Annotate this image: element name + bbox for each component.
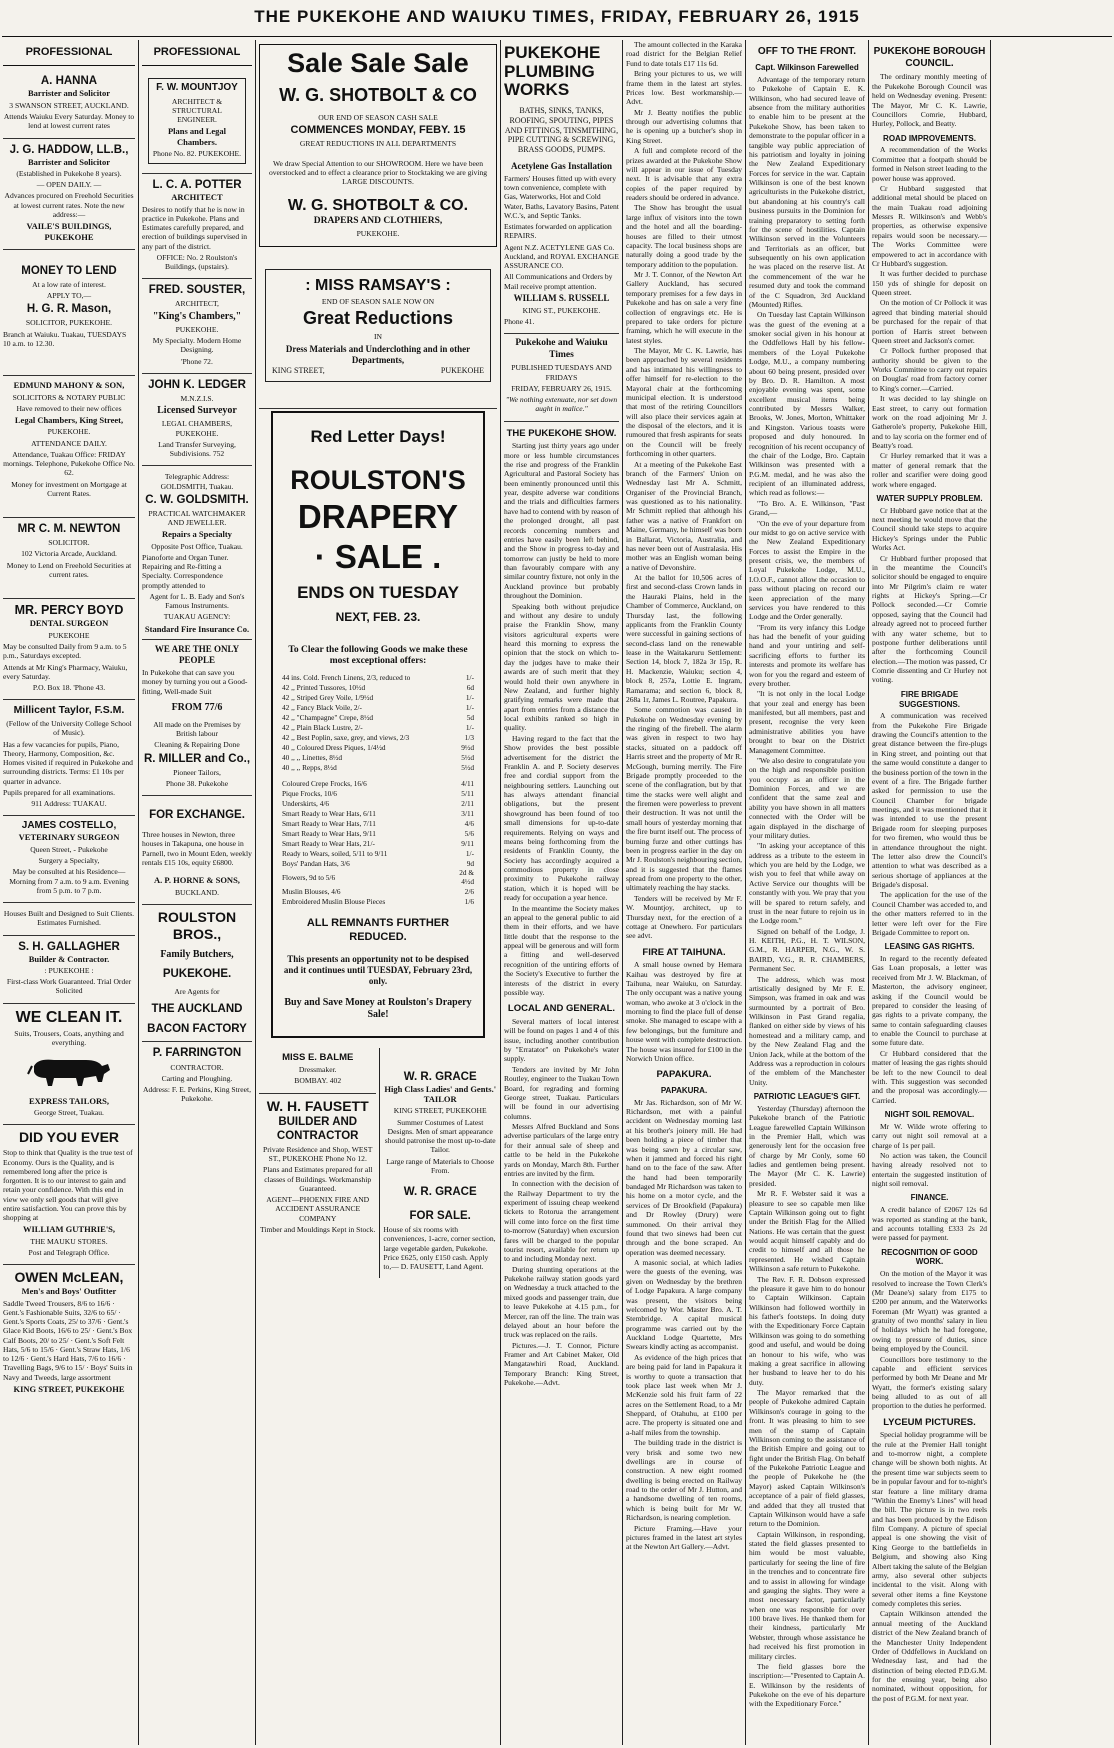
ad-souster: FRED. SOUSTER, ARCHITECT, "King's Chambers," PUKEKOHE. My Specialty. Modern Home Designing. 'Phone 72.	[142, 279, 252, 373]
paragraph: Several matters of local interest will be found on pages 1 and 4 of this issue, including another contribution by "Erratator" on Pukekohe's water supply.	[504, 1016, 619, 1064]
column-news	[623, 40, 745, 1745]
paragraph: Some commotion was caused in Pukekohe on Wednesday evening by the ringing of the firebell. The alarm was given in respect to two hay stacks, situated on a paddock off Harris street and the property of Mr R. McGough, burning merrily. The Fire Brigade promptly proceeded to the scene of the conflagration, but by that time the stacks were well alight and the firemen were powerless to prevent their destruction. It was not until the small hours of yesterday morning that the fire burnt itself out. The process of burning furze and other cuttings has been in progress earlier in the day on Mr J. Roulston's neighbouring section, and it is suggested that the flames spread from one property to the other, ultimately reaching the hay stacks.	[626, 705, 742, 893]
ad-miller: WE ARE THE ONLY PEOPLE In Pukekohe that can save you money by turning you out a Good-fitting, Well-made Suit FROM 77/6 All made on the Premises by British labour Cleaning & Repairing Done R. MILLER and Co., Pioneer Tailors, Phone 38. Pukekohe	[142, 640, 252, 796]
paragraph: "In asking your acceptance of this address as a tribute to the esteem in which you are held by the Lodge, we wish you to feel that while away on Active Service our thoughts will be constantly with you. We pray that you will be spared to return safely, and trust in the near future to rejoin us in the Lodge room."	[749, 841, 865, 926]
paragraph: Cr Pollock further proposed that authority should be given to the Works Committee to carry out repairs on Douglas' road from factory corner to King's corner.—Carried.	[872, 346, 987, 393]
ad-haddow: J. G. HADDOW, LL.B., Barrister and Solicitor (Established in Pukekohe 8 years). — OPEN DAILY. — Advances procured on Freehold Securities at lowest current rates. Note the new address:— VAILE'S BUILDINGS, PUKEKOHE	[3, 139, 135, 250]
paragraph: Cr Hurley remarked that it was a matter of general remark that the roller and scarifier were doing good work where engaged.	[872, 451, 987, 489]
paragraph: "We also desire to congratulate you on the high and responsible position you occupy as an officer in the Dominion Forces, and we are confident that the same zeal and ability you have shown in all matters connected with the Order will be again displayed in the discharge of your military duties.	[749, 755, 865, 840]
paragraph: Pictures.—J. T. Connor, Picture Framer and Art Cabinet Maker, Old Mangatawhiri Road, Auckland. Temporary Branch: King Street, Pukekohe.—Advt.	[504, 1340, 619, 1388]
price-item-price: 4/6	[464, 818, 474, 828]
price-row	[281, 829, 475, 839]
price-item-price: 4/11	[461, 779, 474, 789]
price-row	[281, 723, 475, 733]
price-row	[281, 714, 475, 724]
paragraph: Cr Hubbard suggested that additional metal should be placed on the main Tuakau road adjoining Messrs R. Wilkinson's and Webb's properties, as otherwise expensive repairs would soon be necessary.—The Works Committee were empowered to act in accordance with Cr Hubbard's suggestion.	[872, 183, 987, 268]
price-item-label: Flowers, 9d to 5/6	[282, 872, 336, 882]
price-row	[281, 810, 475, 820]
masthead-title: THE PUKEKOHE AND WAIUKU TIMES, FRIDAY, FEBRUARY 26, 1915	[254, 6, 860, 26]
article-body	[626, 1098, 742, 1552]
price-item-label: Smart Ready to Wear Hats, 9/11	[282, 828, 376, 838]
ad-hanna: A. HANNA Barrister and Solicitor 3 SWANSON STREET, AUCKLAND. Attends Waiuku Every Saturday. Money to lend at lowest current rates	[3, 70, 135, 138]
ad-fausett: W. H. FAUSETT BUILDER AND CONTRACTOR Private Residence and Shop, WEST ST., PUKEKOHE Phone No 12. Plans and Estimates prepared for all classes of Buildings. Workmanship Guaranteed. AGENT—PHOENIX FIRE AND ACCIDENT ASSURANCE COMPANY Timber and Mouldings Kept in Stock.	[260, 1097, 376, 1234]
price-item-price: 5/11	[461, 789, 474, 799]
article-body	[872, 1430, 987, 1703]
ads-bottom-row	[259, 1048, 497, 1279]
subheading: FIRE BRIGADE SUGGESTIONS.	[899, 689, 960, 709]
paragraph: The amount collected in the Karaka road district for the Belgian Relief Fund to date totals £17 11s 6d.	[626, 40, 742, 68]
paragraph: Advantage of the temporary return to Pukekohe of Captain E. K. Wilkinson, who had secured leave of absence from the military authorities to enable him to be present at the Pukekohe Show, has been taken to demonstrate to the popular officer in a tangible way public appreciation of his patriotism and loyalty in joining the New Zealand Expeditionary Forces for service in the war. Captain Wilkinson is one of the best known agriculturists in the Pukekohe district, but abandoning at his country's call business pursuits in the Dominion for training preparatory to setting forth for the scene of hostilities. Captain Wilkinson served in the Volunteers and Territorials as an officer, but subsequently on his own application he was placed on the reserve list. At the commencement of the war he resumed duty and took the command of the C Squadron, 3rd Auckland (Mounted) Rifles.	[749, 74, 865, 309]
paragraph: Cr Hubbard considered that the matter of leasing the gas rights should be left to the new Council to deal with. This suggestion was seconded and the proposal was accordingly.—Carried.	[872, 1048, 987, 1105]
price-row	[281, 869, 475, 888]
column-display-ads	[256, 40, 500, 1745]
column-professional-2	[139, 40, 255, 1745]
price-item-label: Embroidered Muslin Blouse Pieces	[282, 897, 386, 907]
price-item-label: Underskirts, 4/6	[282, 799, 330, 809]
masthead-rule	[2, 36, 1112, 37]
paragraph: "To Bro. A. E. Wilkinson, "Past Grand,—	[749, 498, 865, 518]
price-item-price: 2/6	[464, 887, 474, 897]
paragraph: The building trade in the district is very brisk and some two new dwellings are in course of construction. A new eight roomed dwelling is being erected on Railway road to the order of Mr J. Hutton, and a handsome dwelling of ten rooms, which is being built for Mr W. Richardson, is nearing completion.	[626, 1438, 742, 1523]
price-item-label: Muslin Blouses, 4/6	[282, 887, 341, 897]
article-off-to-front: OFF TO THE FRONT. Capt. Wilkinson Farewelled Advantage of the temporary return to Pukekohe of Captain E. K. Wilkinson, who had secured leave of absence from the military authorities to enable him to be present at the Pukekohe Show, has been taken to demonstrate to the popular officer in a tangible way public appreciation of his patriotism and loyalty in joining the New Zealand Expeditionary Forces for service in the war. Captain Wilkinson is one of the best known agriculturists in the Pukekohe district, but abandoning at his country's call business pursuits in the Dominion for training preparatory to setting forth for the scene of hostilities. Captain Wilkinson served in the Volunteers and Territorials as an officer, but subsequently on his own application he was placed on the reserve list. At the commencement of the war he resumed duty and took the command of the C Squadron, 3rd Auckland (Mounted) Rifles. On Tuesday last Captain Wilkinson was the guest of the evening at a smoker social given in his honour at the Oddfellows Hall by his fellow-members of the Loyal Pukekohe Lodge, M.U., a company numbering about 60 being present, presided over by Bro. D. R. Hamilton. A most enjoyable evening was spent, some excellent musical items being contributed by Messrs Walker, Brooks, W. Jones, Morton, Whittaker and Kingston. Various toasts were proposed and duly honoured. In recognition of his recent occupancy of the chair of the Lodge, Bro. Captain Wilkinson was presented with a P.G.M. medal, and he was also the recipient of an illuminated address, which read as follows:— "To Bro. A. E. Wilkinson, "Past Grand,— "On the eve of your departure from our midst to go on active service with the New Zealand Expeditionary Forces to assist the Empire in the present crisis, we, the members of Loyal Pukekohe Lodge, M.U., I.O.O.F., cannot allow the occasion to pass without placing on record our keen appreciation of the many services you have rendered to this Lodge and the Order generally. "From its very infancy this Lodge has had the benefit of your guiding hand and your untiring and self-sacrificing efforts to further its interests and promote its welfare has won for you the regard and esteem of every brother. "It is not only in the local Lodge that your zeal and energy has been manifested, but all members, past and present, recognise the very keen administrative abilities you have brought to bear on the District Management Committee. "We also desire to congratulate you on the high and responsible position you occupy as an officer in the Dominion Forces, and we are confident that the same zeal and ability you have shown in all matters connected with the Order will be again displayed in the discharge of your military duties. "In asking your acceptance of this address as a tribute to the esteem in which you are held by the Lodge, we wish you to feel that while away on Active Service our thoughts will be constantly with you. We pray that you will be spared to return safely, and trust in the near future to rejoin us in the Lodge room." Signed on behalf of the Lodge, J. H. KEITH, P.G., H. T. WILSON, G.M., R. HARPER, N.G., W. S. BAIRD, V.G., R. R. CHAMBERS, Permanent Sec. The address, which was most artistically designed by Mr F. E. Simpson, was framed in oak and was surmounted by a portrait of Bro. Wilkinson in Past Grand regalia, flanked on either side by views of his homestead and a military camp, and by the New Zealand Flag and the Union Jack, while at the bottom of the Address was a reproduction in colours of the emblem of the Manchester Unity. PATRIOTIC LEAGUE'S GIFT. Yesterday (Thursday) afternoon the Pukekohe branch of the Patriotic League farewelled Captain Wilkinson in the Premier Hall, which was generously lent for the occasion free of charge by Mr Conly, some 60 ladies and gentlemen being present. The Mayor (Mr C. K. Lawrie) presided. Mr R. F. Webster said it was a pleasure to see so capable men like Captain Wilkinson going out to fight under the British Flag for the Allied Nations. He was certain that the guest would acquit himself capably and do credit to himself and all those he represented. He wished Captain Wilkinson a safe return to Pukekohe. The Rev. F. R. Dobson expressed the pleasure it gave him to do honour to Captain Wilkinson. Captain Wilkinson had followed worthily in his father's footsteps. In doing duty with the Expeditionary Force Captain Wilkinson was going to do something good and useful, and would be doing an honour to his wife, who was making a great sacrifice in allowing her husband to leave her to do his duty. The Mayor remarked that the people of Pukekohe admired Captain Wilkinson's courage in going to the front. It was pleasing to him to see men of the stamp of Captain Wilkinson coming to the assistance of the British Empire and going out to fight under the British Flag. On behalf of the Pukekohe Patriotic League and the people of Pukekohe he (the Mayor) asked Captain Wilkinson's acceptance of a pair of field glasses, and added that they all trusted that Captain Wilkinson would have a safe return to the Dominion. Captain Wilkinson, in responding, stated the field glasses presented to him would be most valuable, particularly for seeing the line of fire in the trenches and to concentrate fire and to assist in allowing for windage and gauging the sights. They were a most necessary factor, particularly when one was responsible for over 100 brave lives. He thanked them for their kindness, particularly Mr Webster, through whose assistance he had received his first promotion in military circles. The field glasses bore the inscription:—"Presented to Captain A. E. Wilkinson by the residents of Pukekohe on the eve of his departure with the Expeditionary Force."	[749, 46, 865, 1709]
article-borough-council: PUKEKOHE BOROUGH COUNCIL. The ordinary monthly meeting of the Pukekohe Borough Council was held on Wednesday evening. Present: The Mayor, Mr C. K. Lawrie, Councillors Comrie, Hubbard, Hurley, Pollock, and Beatty. ROAD IMPROVEMENTS. A recommendation of the Works Committee that a footpath should be formed in Nelson street leading to the power house was approved. Cr Hubbard suggested that additional metal should be placed on the main Tuakau road adjoining Messrs R. Wilkinson's and Webb's properties, as otherwise expensive repairs would soon be necessary.—The Works Committee were empowered to act in accordance with Cr Hubbard's suggestion. It was further decided to purchase 150 yds of shingle for deposit on Queen street. On the motion of Cr Pollock it was agreed that binding material should be purchased for the repair of that portion of Harris street between Queen street and Jackson's corner. Cr Pollock further proposed that authority should be given to the Works Committee to carry out repairs on Douglas' road from factory corner to King's corner.—Carried. It was decided to lay shingle on East street, to carry out formation work on the road adjoining Mr J. Gatherole's property, Pukekohe Hill, and to lay scoria on the former end of Beatty's road. Cr Hurley remarked that it was a matter of general remark that the roller and scarifier were doing good work where engaged. WATER SUPPLY PROBLEM. Cr Hubbard gave notice that at the next meeting he would move that the Council should take steps to acquire Hickey's Springs under the Public Works Act. Cr Hubbard further proposed that in the meantime the Council's solicitor should be engaged to enquire into Mr Pilgrim's claim re water rights at Hickey's Spring.—Cr Pollock seconded.—Cr Comrie opposed, saying that the Council had already agreed not to proceed further with any water scheme, but to postpone further deliberations until after the forthcoming Council election.—The motion was passed, Cr Comrie dissenting and Cr Hurley not voting. FIRE BRIGADE SUGGESTIONS. A communication was received from the Pukekohe Fire Brigade drawing the Council's attention to the great distance between the fire-plugs in King street, and pointing out that the same would constitute a danger to the business portion of the town in the event of a fire. The Brigade further asked for permission to use the Council Chamber for brigade meetings, and it was mentioned that it was intended to use the present Brigade room for sleeping purposes for two firemen, who would thus be in attendance throughout the night. The letter also drew the Council's attention to what was described as a serious shortage of appliances at the Brigade's disposal. The application for the use of the Council Chamber was acceded to, and the other matters referred to in the letter were left over for the Fire Brigade Committee to report on. LEASING GAS RIGHTS. In regard to the recently defeated Gas Loan proposals, a letter was received from Mr J. W. Blackman, of Masterton, the advisory engineer, asking if the Council would be prepared to consider the leasing of gas rights to a private company, the same to contain safeguarding clauses to enable the Council to purchase at some future date. Cr Hubbard considered that the matter of leasing the gas rights should be left to the new Council to deal with. This suggestion was seconded and the proposal was accordingly.—Carried. NIGHT SOIL REMOVAL. Mr W. Wilde wrote offering to carry out night soil removal at a charge of 1s per pail. No action was taken, the Council having already resolved not to entertain the suggested institution of night soil removal. FINANCE. A credit balance of £2067 12s 6d was reported as standing at the bank, and accounts totalling £333 2s 2d were passed for payment. RECOGNITION OF GOOD WORK. On the motion of the Mayor it was resolved to increase the Town Clerk's (Mr Deane's) salary from £175 to £200 per annum, and the Waterworks Foreman (Mr Wyatt) was granted a gratuity of two months' salary in lieu of holidays which he had foregone, owing to pressure of duties, since being employed by the Council. Councillors bore testimony to the capable and efficient services performed by both Mr Deane and Mr Wyatt, the former's existing salary being alluded to as out of all proportion to the duties he performed. LYCEUM PICTURES. Special holiday programme will be the rule at the Premier Hall tonight and to-morrow night, a complete change will be shown both nights. At the present time war subjects seem to be in popular favour and for to-night's star feature a line military drama "Within the Enemy's Lines" will head the bill. The picture is in two reels and has been produced by the Edison film Company. A picture of special appeal is one showing the visit of King George to the battlefields in Belgium, and showing also King Albert taking the salute of the Belgian army, also several other subjects incidental to the visit. Along with several other items a fine Keystone comedy completes this series. Captain Wilkinson attended the annual meeting of the Auckland district of the New Zealand branch of the Manchester Unity Independent Order of Oddfellows in Auckland on Wednesday last, and had the distinction of being elected P.D.G.M. for the ensuing year, being also nominated, without opposition, for the post of P.G.M. for next year.	[872, 46, 987, 1703]
price-item-price: 5½d	[461, 762, 474, 772]
ad-farrington: P. FARRINGTON CONTRACTOR. Carting and Ploughing. Address: F. E. Perkins, King Street, Pukekohe.	[142, 1047, 252, 1104]
paragraph: A communication was received from the Pukekohe Fire Brigade drawing the Council's attention to the great distance between the fire-plugs in King street, and pointing out that the same would constitute a danger to the business portion of the town in the event of a fire. The Brigade further asked for permission to use the Council Chamber for brigade meetings, and it was mentioned that it was intended to use the present Brigade room for sleeping purposes for two firemen, who would thus be in attendance throughout the night. The letter also drew the Council's attention to what was described as a serious shortage of appliances at the Brigade's disposal.	[872, 711, 987, 889]
ad-houses: Houses Built and Designed to Suit Clients. Estimates Furnished.	[3, 903, 135, 936]
price-item-label: Boys' Pandan Hats, 3/6	[282, 858, 350, 868]
article-body	[749, 75, 865, 1709]
price-item-price: 9d	[466, 858, 474, 868]
paragraph: Having regard to the fact that the Show provides the best possible advertisement for the district the Franklin A. and P. Society deserves free and cordial support from the neighbouring settlers. Launching out has always attendant financial obligations, but the present showground has been found of too small dimensions for up-to-date requirements. Relying on ways and means being forthcoming from the residents of Franklin County, the Society has accordingly acquired a commodious property in close proximity to Pukekohe railway station, which it is hoped will be ready for occupation a year hence.	[504, 733, 619, 903]
paragraph: As evidence of the high prices that are being paid for land in Papakura it is worthy to quote a transaction that took place last week when Mr J. McKenzie sold his fruit farm of 22 acres on the Settlement Road, to a Mr Sheppard, of Otahuhu, at £100 per acre. The property is situated one and a-half miles from the township.	[626, 1352, 742, 1437]
ad-boyd: MR. PERCY BOYD DENTAL SURGEON PUKEKOHE May be consulted Daily from 9 a.m. to 5 p.m., Saturdays excepted. Attends at Mr King's Pharmacy, Waiuku, every Saturday. P.O. Box 18. 'Phone 43.	[3, 599, 135, 700]
bull-illustration-icon	[24, 1052, 114, 1092]
ad-gallagher: S. H. GALLAGHER Builder & Contractor. : PUKEKOHE : First-class Work Guaranteed. Trial Order Solicited	[3, 936, 135, 1004]
price-item-price: 1/-	[465, 703, 474, 713]
paragraph: Picture Framing.—Have your pictures framed in the latest art styles at the Newton Art Gallery.—Advt.	[626, 1523, 742, 1552]
ad-ramsay: : MISS RAMSAY'S : END OF SEASON SALE NOW ON Great Reductions IN Dress Materials and Underclothing and in other Departments, KING STREET, PUKEKOHE	[259, 247, 497, 410]
price-item-price: 2d & 4½d	[459, 868, 474, 887]
ad-shotbolt: Sale Sale Sale W. G. SHOTBOLT & CO OUR END OF SEASON CASH SALE COMMENCES MONDAY, FEBY. 15 GREAT REDUCTIONS IN ALL DEPARTMENTS We draw Special Attention to our SHOWROOM. Here we have been overstocked and to effect a clearance prior to Stocktaking we are giving LARGE DISCOUNTS. W. G. SHOTBOLT & CO. DRAPERS AND CLOTHIERS, PUKEKOHE.	[259, 44, 497, 247]
price-row	[281, 839, 475, 849]
paragraph: The field glasses bore the inscription:—"Presented to Captain A. E. Wilkinson by the residents of Pukekohe on the eve of his departure with the Expeditionary Force."	[749, 1661, 865, 1709]
price-item-price: 5d	[466, 713, 474, 723]
price-item-label: Smart Ready to Wear Hats, 6/11	[282, 809, 376, 819]
paragraph: Councillors bore testimony to the capable and efficient services performed by both Mr Deane and Mr Wyatt, the former's existing salary being alluded to as out of all proportion to the duties he performed.	[872, 1354, 987, 1411]
paragraph: The Mayor remarked that the people of Pukekohe admired Captain Wilkinson's courage in going to the front. It was pleasing to him to see men of the stamp of Captain Wilkinson coming to the assistance of the British Empire and going out to fight under the British Flag. On behalf of the Pukekohe Patriotic League and the people of Pukekohe he (the Mayor) asked Captain Wilkinson's acceptance of a pair of field glasses, and added that they all trusted that Captain Wilkinson would have a safe return to the Dominion.	[749, 1388, 865, 1529]
paragraph: It was further decided to purchase 150 yds of shingle for deposit on Queen street.	[872, 269, 987, 297]
price-row	[281, 763, 475, 773]
price-item-label: Ready to Wears, soiled, 5/11 to 9/11	[282, 848, 388, 858]
paragraph: The address, which was most artistically designed by Mr F. E. Simpson, was framed in oak and was surmounted by a portrait of Bro. Wilkinson in Past Grand regalia, flanked on either side by views of his homestead and a military camp, and by the New Zealand Flag and the Union Jack, while at the bottom of the Address was a reproduction in colours of the emblem of the Manchester Unity.	[749, 974, 865, 1087]
price-item-price: 5½d	[461, 752, 474, 762]
ad-taylor: Millicent Taylor, F.S.M. (Fellow of the University College School of Music). Has a few vacancies for pupils, Piano, Theory, Harmony, Composition, &c. Homes visited if required in Pukekohe and surrounding districts. Terms: £1 10s per quarter in advance. Pupils prepared for all examinations. 911 Address: TUAKAU.	[3, 700, 135, 816]
ad-potter: L. C. A. POTTER ARCHITECT Desires to notify that he is now in practice in Pukekohe. Plans and Estimates carefully prepared, and erection of buildings supervised in any part of the district. OFFICE: No. 2 Roulston's Buildings, (upstairs).	[142, 174, 252, 279]
price-item-label: 40 ,, Coloured Dress Piques, 1/4½d	[282, 742, 386, 752]
price-item-price: 9½d	[461, 742, 474, 752]
column-off-to-front	[746, 40, 868, 1745]
price-item-label: Smart Ready to Wear Hats, 21/-	[282, 838, 375, 848]
price-item-price: 1/6	[464, 897, 474, 907]
paragraph: "From its very infancy this Lodge has had the benefit of your guiding hand and your untiring and self-sacrificing efforts to further its interests and promote its welfare has won for you the regard and esteem of every brother.	[749, 622, 865, 688]
subheading: ROAD IMPROVEMENTS.	[883, 133, 976, 143]
paragraph: In regard to the recently defeated Gas Loan proposals, a letter was received from Mr J. W. Blackman, of Masterton, the advisory engineer, asking if the Council would be prepared to consider the leasing of gas rights to a private company, the same to contain safeguarding clauses to enable the Council to purchase at some future date.	[872, 954, 987, 1048]
price-item-label: 44 ins. Cold. French Linens, 2/3, reduced to	[282, 673, 411, 683]
price-row	[281, 849, 475, 859]
subheading: PATRIOTIC LEAGUE'S GIFT.	[753, 1092, 861, 1102]
ad-express-tailors: WE CLEAN IT. Suits, Trousers, Coats, anything and everything. EXPRESS TAILORS, George Street, Tuakau.	[3, 1004, 135, 1126]
price-item-label: 42 ,, Printed Tussores, 10½d	[282, 683, 366, 693]
paragraph: In connection with the decision of the Railway Department to try the experiment of issuing cheap weekend tickets to Rotorua the arrangement will come into force on the first time to-morrow (Saturday) when excursion fares will be charged to the popular tourist resort, available for return up to and including Monday next.	[504, 1179, 619, 1264]
ad-balme: MISS E. BALME Dressmaker. BOMBAY. 402	[259, 1048, 376, 1094]
article-body	[872, 72, 987, 1410]
ad-roulston-drapery: Red Letter Days! ROULSTON'S DRAPERY · SALE . ENDS ON TUESDAY NEXT, FEB. 23. To Clear the following Goods we make these most exceptional offers: 44 ins. Cold. French Linens, 2/3, reduced to 1/- 42 ,, Printed Tussores, 10½d 6d 42 ,, Striped Grey Voile, 1/9½d 1/- 42 ,, Fancy Black Voile, 2/- 1/- 42 ,, "Champagne" Crepe, 8½d 5d 42 ,, Plain Black Lustre, 2/- 1/- 42 ,, Best Poplin, saxe, grey, and views, 2/3 1/3 40 ,, Coloured Dress Piques, 1/4½d 9½d 40 ,, ,, Linettes, 8½d 5½d 40 ,, ,, Repps, 8½d 5½d Coloured Crepe Frocks, 16/6 4/11 Pique Frocks, 10/6 5/11 Underskirts, 4/6 2/11 Smart Ready to Wear Hats, 6/11 3/11 Smart Ready to Wear Hats, 7/11 4/6 Smart Ready to Wear Hats, 9/11 5/6 Smart Ready to Wear Hats, 21/- 9/11 Ready to Wears, soiled, 5/11 to 9/11 1/- Boys' Pandan Hats, 3/6 9d Flowers, 9d to 5/6 2d & 4½d Muslin Blouses, 4/6 2/6 Embroidered Muslin Blouse Pieces 1/6 ALL REMNANTS FURTHER REDUCED. This presents an opportunity not to be despised and it continues until TUESDAY, February 23rd, only. Buy and Save Money at Roulston's Drapery Sale!	[271, 411, 485, 1037]
paragraph: No action was taken, the Council having already resolved not to entertain the suggested institution of night soil removal.	[872, 1150, 987, 1188]
paragraph: During shunting operations at the Pukekohe railway station goods yard on Wednesday a truck attached to the mixed goods and passenger train, due to leave Pukekohe at 4.15 p.m., for Mercer, ran off the line. The train was delayed about an hour before the truck was replaced on the rails.	[504, 1264, 619, 1340]
price-item-label: 40 ,, ,, Repps, 8½d	[282, 762, 337, 772]
paragraph: It was decided to lay shingle on East street, to carry out formation work on the road adjoining Mr J. Gatherole's property, Pukekohe Hill, and to lay scoria on the former end of Beatty's road.	[872, 394, 987, 450]
paragraph: At the ballot for 10,506 acres of first and second-class Crown lands in the Hauraki Plains, held in the Chamber of Commerce, Auckland, on Thursday last, the following applicants from the Franklin County were successful in gaining sections of second-class land on the renewable lease in the Waitakaruru Settlement: Section 14, block 7, 182a 3r 15p, R. H. Mackenzie, Waiuku; section 4, block 8, 257a, Lottie E. Ingram, Ramarama; and section 6, block 8, 268a 1r, James L. Routree, Papakura.	[626, 573, 742, 704]
paragraph: In the meantime the Society makes an appeal to the general public to aid them in their efforts, and we have little doubt that the response to the appeal will be generous and will form a fitting and well-deserved recognition of the untiring efforts of the Society's Executive to further the interests of the district in every possible way.	[504, 903, 619, 997]
ad-roulston-bros: ROULSTON BROS., Family Butchers, PUKEKOHE. Are Agents for THE AUCKLAND BACON FACTORY	[142, 905, 252, 1043]
paragraph: Bring your pictures to us, we will frame them in the latest art styles. Prices low. Best workmanship.—Advt.	[626, 69, 742, 107]
ad-grace: W. R. GRACE High Class Ladies' and Gents.' TAILOR KING STREET, PUKEKOHE Summer Costumes of Latest Designs. Men of smart appearance should patronise the most up-to-date Tailor. Large range of Materials to Choose From. W. R. GRACE FOR SALE. House of six rooms with conveniences, 1-acre, corner section, large vegetable garden, Pukekohe. Price £625, only £150 cash. Apply to,— D. FAUSETT, Land Agent.	[383, 1070, 497, 1272]
column-professional-1	[0, 40, 138, 1745]
ad-costello: JAMES COSTELLO, VETERINARY SURGEON Queen Street, - Pukekohe Surgery a Specialty, May be consulted at his Residence— Morning from 7 a.m. to 9 a.m. Evening from 5 p.m. to 7 p.m.	[3, 816, 135, 903]
price-item-label: Coloured Crepe Frocks, 16/6	[282, 779, 367, 789]
ad-ledger: JOHN K. LEDGER M.N.Z.I.S. Licensed Surveyor LEGAL CHAMBERS, PUKEKOHE. Land Transfer Surveying, Subdivisions. 752	[142, 374, 252, 466]
paragraph: Speaking both without prejudice and without any desire to unduly praise the Franklin Show, many visitors agricultural experts were heard this morning to express the opinion that the stock on which to-day the judges have to make their awards are of such merit that they would hold their own anywhere in New Zealand, and further highly gratifying remarks were made that apart from entries from a distance the local exhibits ranked so high in quality.	[504, 601, 619, 733]
paragraph: The Mayor, Mr C. K. Lawrie, has been approached by several residents and has intimated his willingness to offer himself for re-election to the Mayoral chair at the forthcoming municipal election. It is understood that most of the retiring Councillors will also place their services again at the disposal of the electors, and it is rumoured that fresh aspirants for seats on the Council will be freely forthcoming in other quarters.	[626, 346, 742, 459]
paragraph: The Rev. F. R. Dobson expressed the pleasure it gave him to do honour to Captain Wilkinson. Captain Wilkinson had followed worthily in his father's footsteps. In doing duty with the Expeditionary Force Captain Wilkinson was going to do something good and useful, and would be doing an honour to his wife, who was making a great sacrifice in allowing her husband to leave her to do his duty.	[749, 1274, 865, 1387]
paragraph: Cr Hubbard further proposed that in the meantime the Council's solicitor should be engaged to enquire into Mr Pilgrim's claim re water rights at Hickey's Spring.—Cr Pollock seconded.—Cr Comrie opposed, saying that the Council had already agreed not to proceed further with any water scheme, but to postpone further deliberations until after the forthcoming Council election.—The motion was passed, Cr Comrie dissenting and Cr Hurley not voting.	[872, 553, 987, 685]
paragraph: Starting just thirty years ago under more or less humble circumstances the rise and progress of the Franklin Agricultural and Pastoral Society has been eminently pronounced until this year, despite adverse war conditions and the trials and difficulties farmers have had to contend with by reason of the prolonged drought, all past records concerning numbers and entries have easily been left behind, and the Show in progress to-day and tomorrow can justly be held to more than favourably compare with any similar country fixture, not only in the Auckland province but probably throughout the Dominion.	[504, 441, 619, 601]
price-item-label: 42 ,, Best Poplin, saxe, grey, and views, 2/3	[282, 732, 410, 742]
price-item-price: 2/11	[461, 799, 474, 809]
paragraph: The Show has brought the usual large influx of visitors into the town and the hotel and all the boarding-houses are filled to their utmost capacity. The local business shops are naturally doing a good trade by the temporary addition to the population.	[626, 203, 742, 269]
column-blank	[991, 40, 1114, 1745]
price-item-label: 40 ,, ,, Linettes, 8½d	[282, 752, 342, 762]
ad-mahony: EDMUND MAHONY & SON, SOLICITORS & NOTARY PUBLIC Have removed to their new offices Legal Chambers, King Street, PUKEKOHE. ATTENDANCE DAILY. Attendance, Tuakau Office: FRIDAY mornings. Telephone, Pukekohe Office No. 62. Money for investment on Mortgage at Current Rates.	[3, 376, 135, 518]
price-item-price: 5/6	[464, 828, 474, 838]
article-pukekohe-show: THE PUKEKOHE SHOW. Starting just thirty years ago under more or less humble circumstances the rise and progress of the Franklin Agricultural and Pastoral Society has been eminently pronounced until this year, despite adverse war conditions and the trials and difficulties farmers have had to contend with by reason of the prolonged drought, all past records concerning numbers and entries have easily been left behind, and the Show in progress to-day and tomorrow can justly be held to more than favourably compare with any similar country fixture, not only in the Auckland province but probably throughout the Dominion. Speaking both without prejudice and without any desire to unduly praise the Franklin Show, many visitors agricultural experts were heard this morning to express the opinion that the stock on which to-day the judges have to make their awards are of such merit that they would hold their own anywhere in New Zealand, and further highly gratifying remarks were made that apart from entries from a distance the local exhibits ranked so high in quality. Having regard to the fact that the Show provides the best possible advertisement for the district the Franklin A. and P. Society deserves free and cordial support from the neighbouring settlers. Launching out has always attendant financial obligations, but the present showground has been found of too small dimensions for up-to-date requirements. Relying on ways and means being forthcoming from the residents of Franklin County, the Society has accordingly acquired a commodious property in close proximity to Pukekohe railway station, which it is hoped will be ready for occupation a year hence. In the meantime the Society makes an appeal to the general public to aid them in their efforts, and we have little doubt that the response to the appeal will be generous and will form a fitting and well-deserved recognition of the untiring efforts of the Society's Executive to further the interests of the district in every possible way. LOCAL AND GENERAL. Several matters of local interest will be found on pages 1 and 4 of this issue, including another contribution by "Erratator" on Pukekohe's water supply. Tenders are invited by Mr John Routley, engineer to the Tuakau Town Board, for regrading and forming George street, Tuakau. Particulars will be found in our advertising columns. Messrs Alfred Buckland and Sons advertise particulars of the large entry for their annual sale of sheep and cattle to be held in the Pukekohe yards on Monday, March 8th. Further entries are invited by the firm. In connection with the decision of the Railway Department to try the experiment of issuing cheap weekend tickets to Rotorua the arrangement will come into force on the first time to-morrow (Saturday) when excursion fares will be charged to the popular tourist resort, available for return up to and including Monday next. During shunting operations at the Pukekohe railway station goods yard on Wednesday a truck attached to the mixed goods and passenger train, due to leave Pukekohe at 4.15 p.m., for Mercer, ran off the line. The train was delayed about an hour before the truck was replaced on the rails. Pictures.—J. T. Connor, Picture Framer and Art Cabinet Maker, Old Mangatawhiri Road, Auckland. Temporary Branch: King Street, Pukekohe.—Advt.	[504, 427, 619, 1388]
price-item-price: 1/-	[465, 722, 474, 732]
price-item-price: 1/-	[465, 848, 474, 858]
paragraph: On Tuesday last Captain Wilkinson was the guest of the evening at a smoker social given in his honour at the Oddfellows Hall by his fellow-members of the Loyal Pukekohe Lodge, M.U., a company numbering about 60 being present, presided over by Bro. D. R. Hamilton. A most enjoyable evening was spent, some excellent musical items being contributed by Messrs Walker, Brooks, W. Jones, Morton, Whittaker and Kingston. Various toasts were proposed and duly honoured. In recognition of his recent occupancy of the chair of the Lodge, Bro. Captain Wilkinson was presented with a P.G.M. medal, and he was also the recipient of an illuminated address, which read as follows:—	[749, 310, 865, 498]
price-row	[281, 753, 475, 763]
column-header: PROFESSIONAL	[142, 40, 252, 66]
price-row	[281, 859, 475, 869]
ad-exchange: FOR EXCHANGE. Three houses in Newton, three houses in Takapuna, one house in Parnell, two in Mount Eden, weekly rentals £15 10s, equity £6800. A. P. HORNE & SONS, BUCKLAND.	[142, 796, 252, 905]
paragraph: "On the eve of your departure from our midst to go on active service with the New Zealand Expeditionary Forces to assist the Empire in the present crisis, we, the members of Loyal Pukekohe Lodge, M.U., I.O.O.F., cannot allow the occasion to pass without placing on record our keen appreciation of the many services you have rendered to this Lodge and the Order generally.	[749, 518, 865, 622]
paragraph: Yesterday (Thursday) afternoon the Pukekohe branch of the Patriotic League farewelled Captain Wilkinson in the Premier Hall, which was generously lent for the occasion free of charge by Mr Conly, some 60 ladies and gentlemen being present. The Mayor (Mr C. K. Lawrie) presided.	[749, 1103, 865, 1188]
article-body	[626, 40, 742, 941]
paragraph: Captain Wilkinson, in responding, stated the field glasses presented to him would be most valuable, particularly for seeing the line of fire in the trenches and to concentrate fire and to assist in allowing for windage and gauging the sights. They were a most necessary factor, particularly when one was responsible for over 100 brave lives. He thanked them for their kindness, particularly Mr Webster, through whose assistance he had received his first promotion in military circles.	[749, 1529, 865, 1661]
ad-plumbing: PUKEKOHE PLUMBING WORKS BATHS, SINKS, TANKS, ROOFING, SPOUTING, PIPES AND FITTINGS, TINSMITHING, PIPE CUTTING & SCREWING, BRASS GOODS, PUMPS. Acetylene Gas Installation Farmers' Houses fitted up with every town convenience, complete with Gas, Waterworks, Hot and Cold Water, Baths, Lavatory Basins, Patent W.C.'s, and Septic Tanks. Estimates forwarded on application REPAIRS. Agent N.Z. ACETYLENE GAS Co. Auckland, and ROYAL EXCHANGE ASSURANCE CO. All Communications and Orders by Mail receive prompt attention. WILLIAM S. RUSSELL KING ST., PUKEKOHE. Phone 41.	[504, 40, 619, 334]
paragraph: Mr W. Wilde wrote offering to carry out night soil removal at a charge of 1s per pail.	[872, 1121, 987, 1150]
column-borough-council	[869, 40, 990, 1745]
column-plumbing-and-show	[501, 40, 622, 1745]
subheading: LEASING GAS RIGHTS.	[884, 942, 975, 952]
paragraph: A full and complete record of the prizes awarded at the Pukekohe Show will appear in our issue of Tuesday next. It is advisable that any extra copies of the paper required by readers should be ordered in advance.	[626, 146, 742, 202]
price-row	[281, 733, 475, 743]
ad-newton: MR C. M. NEWTON SOLICITOR. 102 Victoria Arcade, Auckland. Money to Lend on Freehold Securities at current rates.	[3, 518, 135, 599]
column-header: PROFESSIONAL	[3, 40, 135, 66]
price-row	[281, 743, 475, 753]
ad-mason: MONEY TO LEND At a low rate of interest. APPLY TO,— H. G. R. Mason, SOLICITOR, PUKEKOHE. Branch at Waiuku. Tuakau, TUESDAYS 10 a.m. to 12.30.	[3, 250, 135, 376]
price-item-label: 42 ,, "Champagne" Crepe, 8½d	[282, 713, 374, 723]
article-news-items: The amount collected in the Karaka road district for the Belgian Relief Fund to date totals £17 11s 6d. Bring your pictures to us, we will frame them in the latest art styles. Prices low. Best workmanship.—Advt. Mr J. Beatty notifies the public through our advertising columns that he is opening up a butcher's shop in King Street. A full and complete record of the prizes awarded at the Pukekohe Show will appear in our issue of Tuesday next. It is advisable that any extra copies of the paper required by readers should be ordered in advance. The Show has brought the usual large influx of visitors into the town and the hotel and all the boarding-houses are filled to their utmost capacity. The local business shops are naturally doing a good trade by the temporary addition to the population. Mr J. T. Connor, of the Newton Art Gallery Auckland, has secured temporary premises for a few days in Pukekohe and has on sale a very fine collection of engravings etc. He is prepared to take orders for picture framing, which he will execute in the latest styles. The Mayor, Mr C. K. Lawrie, has been approached by several residents and has intimated his willingness to offer himself for re-election to the Mayoral chair at the forthcoming municipal election. It is understood that most of the retiring Councillors will also place their services again at the disposal of the electors, and it is rumoured that fresh aspirants for seats on the Council will be freely forthcoming in other quarters. At a meeting of the Pukekohe East branch of the Farmers' Union on Wednesday last Mr A. Schmitt, Organiser of the Provincial Branch, was questioned as to his nationality. Mr Schmitt replied that although his father was a native of Frankfort on Maine, Germany, he himself was born in Ballarat, Victoria, Australia, and has never been out of Australasia. His mother was an English woman being a native of Devonshire. At the ballot for 10,506 acres of first and second-class Crown lands in the Hauraki Plains, held in the Chamber of Commerce, Auckland, on Thursday last, the following applicants from the Franklin County were successful in gaining sections of second-class land on the renewable lease in the Waitakaruru Settlement: Section 14, block 7, 182a 3r 15p, R. H. Mackenzie, Waiuku; section 4, block 8, 257a, Lottie E. Ingram, Ramarama; and section 6, block 8, 268a 1r, James L. Routree, Papakura. Some commotion was caused in Pukekohe on Wednesday evening by the ringing of the firebell. The alarm was given in respect to two hay stacks, situated on a paddock off Harris street and the property of Mr R. McGough, burning merrily. The Fire Brigade promptly proceeded to the scene of the conflagration, but by that time the stacks were well alight and the firemen were powerless to prevent their destruction. It was not until the small hours of yesterday morning that the fire burnt itself out. The process of burning furze and other cuttings has been in progress earlier in the day on Mr J. Roulston's neighbouring section, and it is suggested that the flames spread from one property to the other, ultimately reaching the hay stacks. Tenders will be received by Mr F. W. Mountjoy, architect, up to Thursday next, for the erection of a cottage at Onewhero. For particulars see advt. FIRE AT TAIHUNA. A small house owned by Hemara Kaihau was destroyed by fire at Taihuna, near Waiuku, on Saturday. The only occupant was a native young woman, who awoke at 3 o'clock in the morning to find the place full of dense smoke. She managed to escape with a few belongings, but the furniture and house went with complete destruction. The house was insured for £100 in the Norwich Union office. PAPAKURA. PAPAKURA. Mr Jas. Richardson, son of Mr W. Richardson, met with a painful accident on Wednesday morning last at his brother's joinery mill. He had been holding a piece of timber that was being sawn by a circular saw, when it jammed and forced his right hand on to the face of the saw. After the hand had been temporarily bandaged Mr Richardson was taken to his home on a motor cycle, and the services of Dr Brookfield (Papakura) and Dr Rowley (Drury) were summoned. On their arrival they found that two sinews had been cut through and the bone scraped. An operation was deemed necessary. A masonic social, at which ladies were the guests of the evening, was given on Wednesday by the brethren of Lodge Papakura. A large company was present, the visitors being welcomed by Wor. Master Bro. A. T. Stembridge. A capital musical programme was carried out by the Auckland Lodge Quartette, Mrs Swears kindly acting as accompanist. As evidence of the high prices that are being paid for land in Papakura it is worthy to quote a transaction that took place last week when Mr J. McKenzie sold his fruit farm of 22 acres on the Settlement Road, to a Mr Sheppard, of Otahuhu, at £100 per acre. The property is situated one and a-half miles from the township. The building trade in the district is very brisk and some two new dwellings are in course of construction. A new eight roomed dwelling is being erected on Railway road to the order of Mr J. Hutton, and a handsome dwelling of ten rooms, which is being built for Mr W. Richardson, is nearing completion. Picture Framing.—Have your pictures framed in the latest art styles at the Newton Art Gallery.—Advt.	[626, 40, 742, 1552]
ad-mountjoy: F. W. MOUNTJOY ARCHITECT & STRUCTURAL ENGINEER. Plans and Legal Chambers. Phone No. 82. PUKEKOHE.	[142, 70, 252, 174]
paragraph: Signed on behalf of the Lodge, J. H. KEITH, P.G., H. T. WILSON, G.M., R. HARPER, N.G., W. S. BAIRD, V.G., R. R. CHAMBERS, Permanent Sec.	[749, 926, 865, 974]
paragraph: Special holiday programme will be the rule at the Premier Hall tonight and to-morrow night, a complete change will be shown both nights. At the present time war subjects seem to be in popular favour and for to-night's star feature a line military drama "Within the Enemy's Lines" will head the bill. The picture is in two reels and has been produced by the Edison film Company. A picture of special appeal is one showing the visit of King George to the battlefields in Belgium, and showing also King Albert taking the salute of the Belgian army, also several other subjects incidental to the visit. Along with several other items a fine Keystone comedy completes this series.	[872, 1430, 987, 1609]
price-item-label: 42 ,, Fancy Black Voile, 2/-	[282, 703, 362, 713]
paragraph: "It is not only in the local Lodge that your zeal and energy has been manifested, but all members, past and present, recognise the very keen administrative abilities you have brought to bear on the District Management Committee.	[749, 689, 865, 755]
paragraph: Messrs Alfred Buckland and Sons advertise particulars of the large entry for their annual sale of sheep and cattle to be held in the Pukekohe yards on Monday, March 8th. Further entries are invited by the firm.	[504, 1122, 619, 1178]
paragraph: Captain Wilkinson attended the annual meeting of the Auckland district of the New Zealand branch of the Manchester Unity Independent Order of Oddfellows in Auckland on Wednesday last, and had the distinction of being elected P.D.G.M. for the ensuing year, being also nominated, without opposition, for the post of P.G.M. for next year.	[872, 1609, 987, 1703]
price-list-table	[281, 674, 475, 907]
price-item-price: 6d	[466, 683, 474, 693]
paragraph: Tenders are invited by Mr John Routley, engineer to the Tuakau Town Board, for regrading and forming George street, Tuakau. Particulars will be found in our advertising columns.	[504, 1064, 619, 1121]
paragraph: On the motion of the Mayor it was resolved to increase the Town Clerk's (Mr Deane's) salary from £175 to £200 per annum, and the Waterworks Foreman (Mr Wyatt) was granted a gratuity of two months' salary in lieu of holidays which he had foregone, owing to pressure of duties, since being employed by the Council.	[872, 1269, 987, 1354]
price-item-price: 1/3	[464, 732, 474, 742]
price-item-label: Smart Ready to Wear Hats, 7/11	[282, 818, 376, 828]
paragraph: Mr J. Beatty notifies the public through our advertising columns that he is opening up a butcher's shop in King Street.	[626, 107, 742, 145]
paragraph: Tenders will be received by Mr F. W. Mountjoy, architect, up to Thursday next, for the erection of a cottage at Onewhero. For particulars see advt.	[626, 893, 742, 941]
article-body	[504, 441, 619, 997]
paragraph: The application for the use of the Council Chamber was acceded to, and the other matters referred to in the letter were left over for the Fire Brigade Committee to report on.	[872, 890, 987, 937]
price-item-label: 42 ,, Striped Grey Voile, 1/9½d	[282, 693, 374, 703]
article-body	[504, 1017, 619, 1388]
subheading: WATER SUPPLY PROBLEM.	[876, 493, 983, 503]
price-item-price: 1/-	[465, 673, 474, 683]
subheading: NIGHT SOIL REMOVAL.	[884, 1110, 975, 1119]
subheading: FINANCE.	[910, 1193, 949, 1203]
paragraph: Cr Hubbard gave notice that at the next meeting he would move that the Council should take steps to acquire Hickey's Springs under the Public Works Act.	[872, 505, 987, 553]
price-item-price: 9/11	[461, 838, 474, 848]
price-row	[281, 819, 475, 829]
price-item-label: Pique Frocks, 10/6	[282, 789, 337, 799]
paragraph: On the motion of Cr Pollock it was agreed that binding material should be purchased for the repair of that portion of Harris street between Queen street and Jackson's corner.	[872, 298, 987, 345]
paragraph: Mr R. F. Webster said it was a pleasure to see so capable men like Captain Wilkinson going out to fight under the British Flag for the Allied Nations. He was certain that the guest would acquit himself capably and do credit to himself and all those he represented. He wished Captain Wilkinson a safe return to Pukekohe.	[749, 1189, 865, 1274]
newspaper-nameplate: Pukekohe and Waiuku Times PUBLISHED TUESDAYS AND FRIDAYS FRIDAY, FEBRUARY 26, 1915. "We nothing extenuate, nor set down aught in malice."	[504, 334, 619, 421]
paragraph: A masonic social, at which ladies were the guests of the evening, was given on Wednesday by the brethren of Lodge Papakura. A large company was present, the visitors being welcomed by Wor. Master Bro. A. T. Stembridge. A capital musical programme was carried out by the Auckland Lodge Quartette, Mrs Swears kindly acting as accompanist.	[626, 1258, 742, 1352]
ad-goldsmith: Telegraphic Address: GOLDSMITH, Tuakau. C. W. GOLDSMITH. PRACTICAL WATCHMAKER AND JEWELLER. Repairs a Specialty Opposite Post Office, Tuakau. Pianoforte and Organ Tuner. Repairing and Re-fitting a Specialty. Correspondence promptly attended to Agent for L. B. Eady and Son's Famous Instruments. TUAKAU AGENCY: Standard Fire Insurance Co.	[142, 466, 252, 640]
price-item-label: 42 ,, Plain Black Lustre, 2/-	[282, 722, 363, 732]
paragraph: Mr J. T. Connor, of the Newton Art Gallery Auckland, has secured temporary premises for a few days in Pukekohe and has on sale a very fine collection of engravings etc. He is prepared to take orders for picture framing, which he will execute in the latest styles.	[626, 270, 742, 345]
price-row	[281, 898, 475, 908]
paragraph: The ordinary monthly meeting of the Pukekohe Borough Council was held on Wednesday evening. Present: The Mayor, Mr C. K. Lawrie, Councillors Comrie, Hubbard, Hurley, Pollock, and Beatty.	[872, 72, 987, 129]
paragraph: A credit balance of £2067 12s 6d was reported as standing at the bank, and accounts totalling £333 2s 2d were passed for payment.	[872, 1205, 987, 1243]
ad-mclean: OWEN McLEAN, Men's and Boys' Outfitter Saddle Tweed Trousers, 8/6 to 16/6 · Gent.'s Fashionable Suits, 32/6 to 65/ · Gent.'s Sports Coats, 25/ to 37/6 · Gent.'s Glace Kid Boots, 16/6 to 25/ · Gent.'s Box Calf Boots, 20/ to 25/ · Gent.'s Soft Felt Hats, 5/6 to 15/6 · Gent.'s Straw Hats, 1/6 to 12/6 · Gent.'s Hard Hats, 7/6 to 16/6 · Travelling Bags, 9/6 to 15/ · Boys' Suits in Navy and Tweeds, large assortment KING STREET, PUKEKOHE	[3, 1269, 133, 1394]
subheading: RECOGNITION OF GOOD WORK.	[881, 1247, 978, 1267]
paragraph: Mr Jas. Richardson, son of Mr W. Richardson, met with a painful accident on Wednesday morning last at his brother's joinery mill. He had been holding a piece of timber that was being sawn by a circular saw, when it jammed and forced his right hand on to the face of the saw. After the hand had been temporarily bandaged Mr Richardson was taken to his home on a motor cycle, and the services of Dr Brookfield (Papakura) and Dr Rowley (Drury) were summoned. On their arrival they found that two sinews had been cut through and the bone scraped. An operation was deemed necessary.	[626, 1097, 742, 1257]
paragraph: A recommendation of the Works Committee that a footpath should be formed in Nelson street leading to the power house was approved.	[872, 145, 987, 183]
price-item-price: 1/-	[465, 693, 474, 703]
price-item-price: 3/11	[461, 809, 474, 819]
paragraph: At a meeting of the Pukekohe East branch of the Farmers' Union on Wednesday last Mr A. Schmitt, Organiser of the Provincial Branch, was questioned as to his nationality. Mr Schmitt replied that although his father was a native of Frankfort on Maine, Germany, he himself was born in Ballarat, Victoria, Australia, and has never been out of Australasia. His mother was an English woman being a native of Devonshire.	[626, 459, 742, 572]
ad-guthrie: DID YOU EVER Stop to think that Quality is the true test of Economy. Ours is the Quality, and is remembered long after the price is forgotten. It is to our interest to gain and retain your confidence. With this end in view we only sell goods that will give entire satisfaction. You can prove this by shopping at WILLIAM GUTHRIE'S, THE MAUKU STORES. Post and Telegraph Office.	[3, 1125, 135, 1265]
